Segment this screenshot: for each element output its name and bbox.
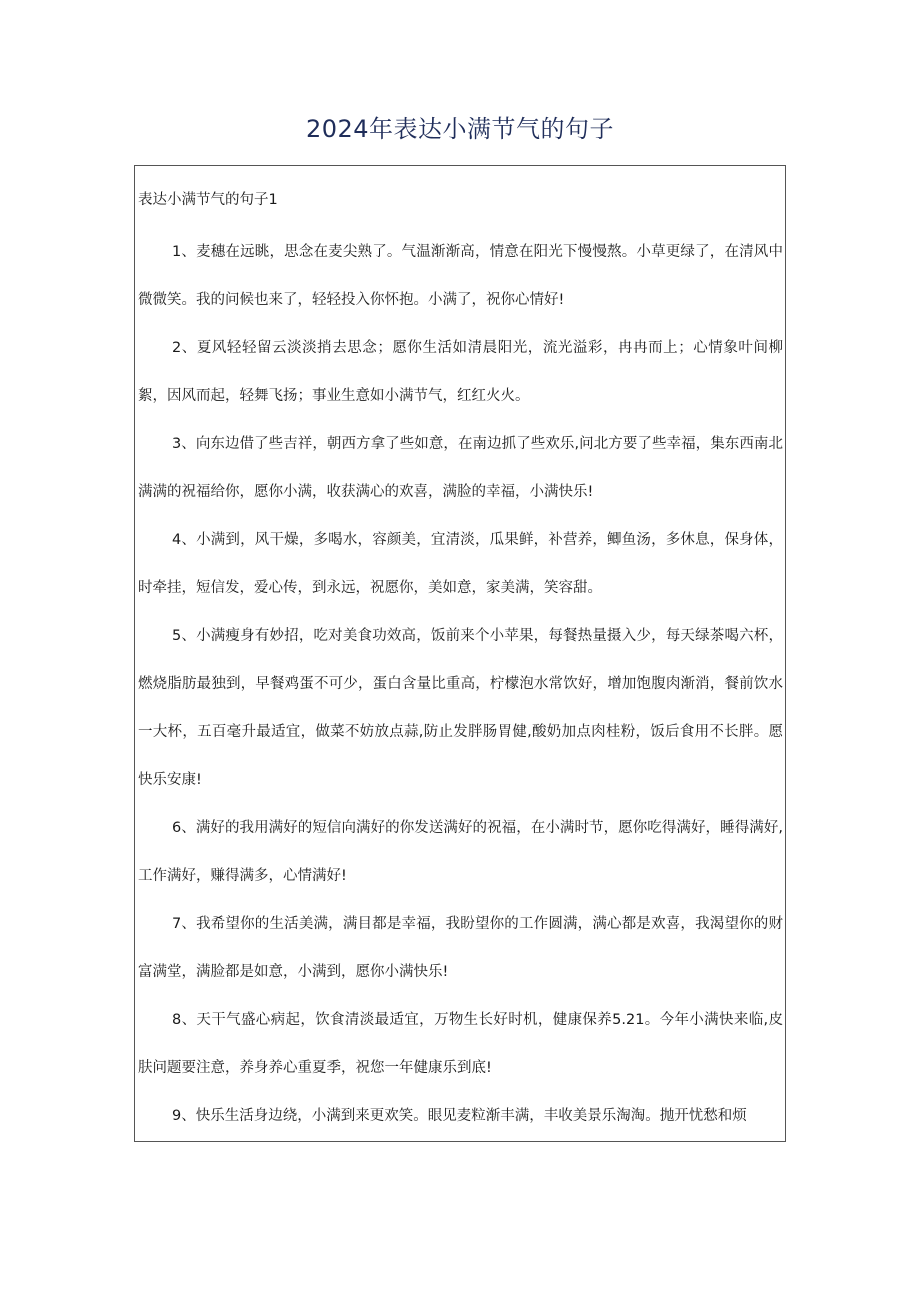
document-title: 2024年表达小满节气的句子 <box>305 115 615 143</box>
paragraph-5: 5、小满瘦身有妙招，吃对美食功效高，饭前来个小苹果，每餐热量摄入少，每天绿茶喝六杯，燃烧脂肪最独到，早餐鸡蛋不可少，蛋白含量比重高，柠檬泡水常饮好，增加饱腹肉渐消，餐前饮水一大杯，五百毫升最适宜，做菜不妨放点蒜,防止发胖肠胃健,酸奶加点肉桂粉，饭后食用不长胖。愿快乐安康! <box>138 628 783 788</box>
paragraph-9: 9、快乐生活身边绕，小满到来更欢笑。眼见麦粒渐丰满，丰收美景乐淘淘。抛开忧愁和烦 <box>172 1108 747 1124</box>
section-heading: 表达小满节气的句子1 <box>138 192 278 208</box>
paragraph-7: 7、我希望你的生活美满，满目都是幸福，我盼望你的工作圆满，满心都是欢喜，我渴望你的财富满堂，满脸都是如意，小满到，愿你小满快乐! <box>138 916 783 980</box>
paragraph-1: 1、麦穗在远眺，思念在麦尖熟了。气温渐渐高，情意在阳光下慢慢熬。小草更绿了，在清风中微微笑。我的问候也来了，轻轻投入你怀抱。小满了，祝你心情好! <box>138 244 783 308</box>
paragraph-list <box>138 228 783 1140</box>
paragraph-6: 6、满好的我用满好的短信向满好的你发送满好的祝福，在小满时节，愿你吃得满好，睡得满好,工作满好，赚得满多，心情满好! <box>138 820 783 884</box>
paragraph-3: 3、向东边借了些吉祥，朝西方拿了些如意，在南边抓了些欢乐,问北方要了些幸福，集东西南北满满的祝福给你，愿你小满，收获满心的欢喜，满脸的幸福，小满快乐! <box>138 436 783 500</box>
paragraph-4: 4、小满到，风干燥，多喝水，容颜美，宜清淡，瓜果鲜，补营养，鲫鱼汤，多休息，保身体，时牵挂，短信发，爱心传，到永远，祝愿你，美如意，家美满，笑容甜。 <box>138 532 783 596</box>
paragraph-2: 2、夏风轻轻留云淡淡捎去思念；愿你生活如清晨阳光，流光溢彩，冉冉而上；心情象叶间柳絮，因风而起，轻舞飞扬；事业生意如小满节气，红红火火。 <box>138 340 783 404</box>
paragraph-8: 8、天干气盛心病起，饮食清淡最适宜，万物生长好时机，健康保养5.21。今年小满快来临,皮肤问题要注意，养身养心重夏季，祝您一年健康乐到底! <box>138 1012 783 1076</box>
content-table-cell <box>134 165 786 1142</box>
